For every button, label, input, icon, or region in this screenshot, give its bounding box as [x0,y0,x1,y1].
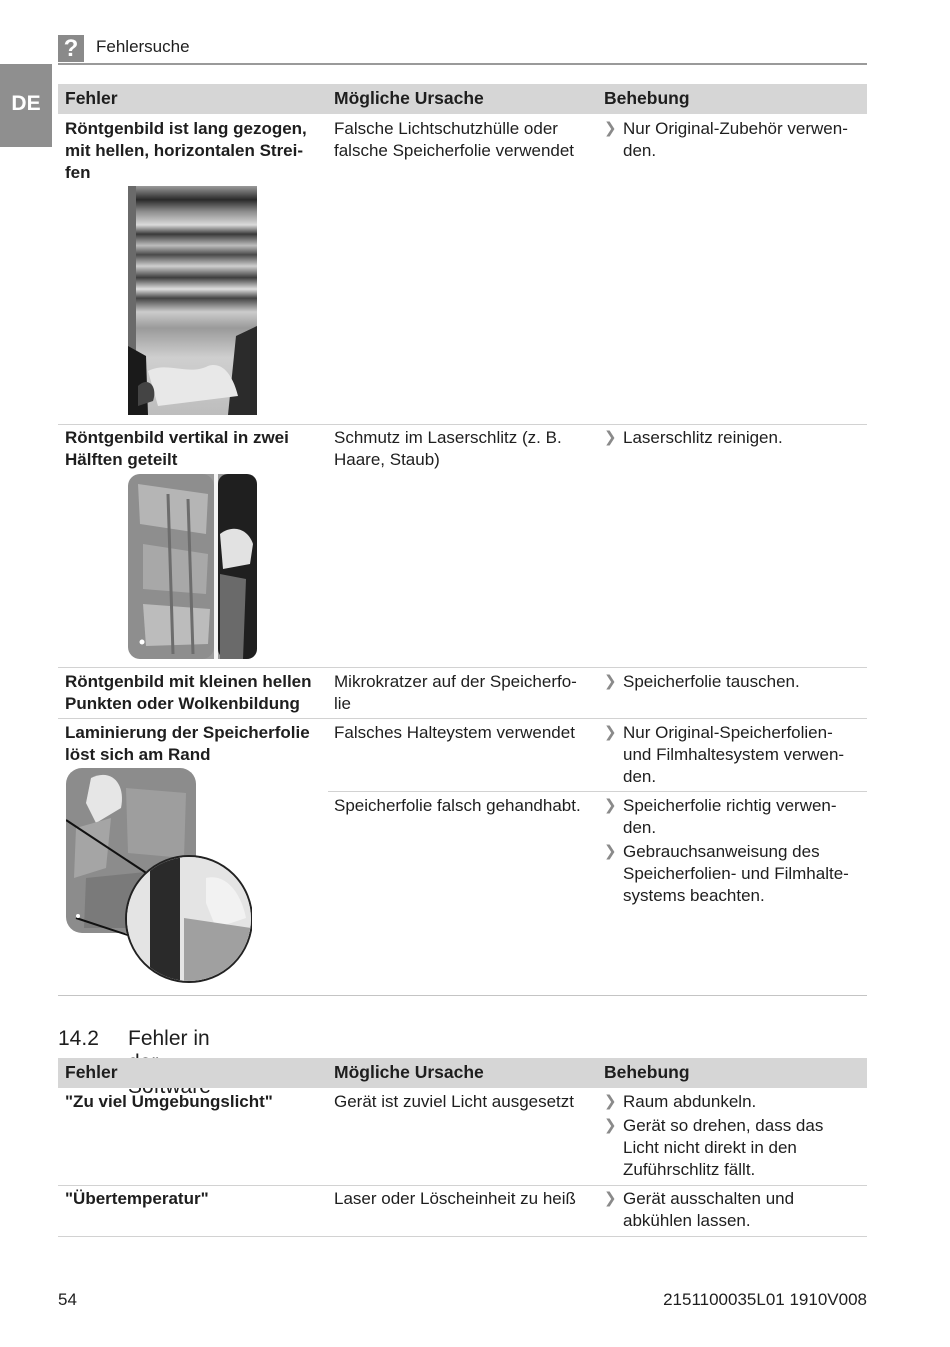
table1-row4-cause: Falsches Halteystem verwendet [334,723,575,742]
row-divider [58,1236,867,1237]
table1-col-ursache: Mögliche Ursache [334,88,484,108]
table1-row2-error: Röntgenbild vertikal in zwei Hälften geteilt [65,428,289,469]
table2-row1-error: "Zu viel Umgebungslicht" [65,1092,273,1111]
xray-horizontal-stripes-image [128,186,257,415]
chevron-right-icon: ❯ [604,429,617,446]
table1-row5-fix1: ❯ Speicherfolie richtig verwen- den. [604,796,837,837]
xray-delamination-magnified-image [66,768,252,986]
row-divider [58,1185,867,1186]
table1-row3-error: Röntgenbild mit kleinen hellen Punkten oder Wolkenbildung [65,672,312,713]
section-number: 14.2 [58,1027,99,1050]
table2-col-fehler: Fehler [65,1062,118,1082]
chevron-right-icon: ❯ [604,120,617,137]
section-title: Fehler in [128,1027,210,1050]
table2-col-ursache: Mögliche Ursache [334,1062,484,1082]
table1-header [58,84,867,114]
question-mark-icon: ? [58,35,84,62]
chevron-right-icon: ❯ [604,797,617,814]
table1-row1-cause: Falsche Lichtschutzhülle oder falsche Speicherfolie verwendet [334,119,575,160]
table2-row2-error: "Übertemperatur" [65,1189,209,1208]
table1-row2-fix1: ❯ Laserschlitz reinigen. [604,428,783,447]
table2-row1-fix1: ❯ Raum abdunkeln. [604,1092,757,1111]
header-divider [58,63,867,65]
table1-row4-error: Laminierung der Speicherfolie löst sich am Rand [65,723,310,764]
chevron-right-icon: ❯ [604,843,617,860]
table2-col-behebung: Behebung [604,1062,690,1082]
table2-row2-cause: Laser oder Löscheinheit zu heiß [334,1189,576,1208]
row-divider [58,718,867,719]
page-number: 54 [58,1290,77,1309]
table2-header [58,1058,867,1088]
table1-row3-cause: Mikrokratzer auf der Speicherfo- lie [334,672,577,713]
row-divider [58,424,867,425]
language-tab: DE [0,64,52,147]
table-bottom-rule [58,995,867,996]
table1-row1-error: Röntgenbild ist lang gezogen, mit hellen, horizontalen Strei- fen [65,119,307,182]
xray-split-halves-image [128,474,257,659]
document-id: 2151100035L01 1910V008 [663,1290,867,1309]
table1-row5-fix2: ❯ Gebrauchsanweisung des Speicherfolien- und Filmhalte- systems beachten. [604,842,849,905]
table1-row1-fix1: ❯ Nur Original-Zubehör verwen- den. [604,119,848,160]
table1-row2-cause: Schmutz im Laserschlitz (z. B. Haare, Staub) [334,428,562,469]
table1-row5-cause: Speicherfolie falsch gehandhabt. [334,796,581,815]
chevron-right-icon: ❯ [604,673,617,690]
row-divider [58,667,867,668]
row-divider [328,791,867,792]
table1-row4-fix1: ❯ Nur Original-Speicherfolien- und Filmhaltesystem verwen- den. [604,723,845,786]
chevron-right-icon: ❯ [604,1093,617,1110]
table2-row1-cause: Gerät ist zuviel Licht ausgesetzt [334,1092,575,1111]
table2-row1-fix2: ❯ Gerät so drehen, dass das Licht nicht direkt in den Zuführschlitz fällt. [604,1116,824,1179]
chevron-right-icon: ❯ [604,1190,617,1207]
chevron-right-icon: ❯ [604,1117,617,1134]
table1-col-fehler: Fehler [65,88,118,108]
table1-row3-fix1: ❯ Speicherfolie tauschen. [604,672,800,691]
chevron-right-icon: ❯ [604,724,617,741]
table1-col-behebung: Behebung [604,88,690,108]
page-section-title: Fehlersuche [96,37,190,56]
table2-row2-fix1: ❯ Gerät ausschalten und abkühlen lassen. [604,1189,795,1230]
